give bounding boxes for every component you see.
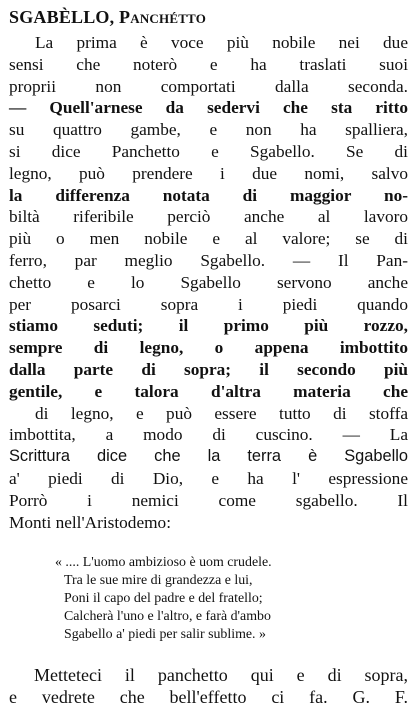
verse-line: « .... L'uomo ambizioso è uom crudele. bbox=[55, 555, 272, 571]
body-line: ferro, par meglio Sgabello. — Il Pan- bbox=[9, 250, 408, 270]
body-line: Scrittura dice che la terra è Sgabello bbox=[9, 447, 408, 466]
body-line: proprii non comportati dalla seconda. bbox=[9, 76, 408, 96]
closing-line: Metteteci il panchetto qui e di sopra, bbox=[34, 665, 408, 686]
closing-couplet bbox=[9, 665, 408, 709]
entry-headword: SGABÈLLO, bbox=[9, 7, 115, 27]
quoted-verse bbox=[9, 554, 408, 643]
verse-line: Sgabello a' piedi per salir sublime. » bbox=[64, 626, 266, 642]
body-line: sempre di legno, o appena imbottito bbox=[9, 338, 408, 358]
body-line: — Quell'arnese da sedervi che sta ritto bbox=[9, 98, 408, 118]
body-line: su quattro gambe, e non ha spalliera, bbox=[9, 120, 408, 140]
body-line: di legno, e può essere tutto di stoffa bbox=[35, 403, 408, 423]
body-line: gentile, e talora d'altra materia che bbox=[9, 381, 408, 401]
body-line: si dice Panchetto e Sgabello. Se di bbox=[9, 141, 408, 161]
body-line: sensi che noterò e ha traslati suoi bbox=[9, 54, 408, 74]
verse-line: Tra le sue mire di grandezza e lui, bbox=[64, 573, 253, 589]
body-line: a' piedi di Dio, e ha l' espressione bbox=[9, 468, 408, 488]
body-line: imbottita, a modo di cuscino. — La bbox=[9, 425, 408, 445]
body-line: più o men nobile e al valore; se di bbox=[9, 229, 408, 249]
body-line: Monti nell'Aristodemo: bbox=[9, 512, 171, 532]
verse-line: Poni il capo del padre e del fratello; bbox=[64, 590, 263, 606]
body-line: Porrò i nemici come sgabello. Il bbox=[9, 490, 408, 510]
body-line: dalla parte di sopra; il secondo più bbox=[9, 359, 408, 379]
body-line: La prima è voce più nobile nei due bbox=[35, 33, 408, 52]
entry-heading bbox=[9, 6, 408, 28]
body-line: la differenza notata di maggior no- bbox=[9, 185, 408, 205]
body-line: biltà riferibile perciò anche al lavoro bbox=[9, 207, 408, 227]
entry-synonym: Panchétto bbox=[119, 7, 207, 27]
body-line: legno, può prendere i due nomi, salvo bbox=[9, 163, 408, 183]
body-line: chetto e lo Sgabello servono anche bbox=[9, 272, 408, 292]
body-line: stiamo seduti; il primo più rozzo, bbox=[9, 316, 408, 336]
verse-line: Calcherà l'uno e l'altro, e farà d'ambo bbox=[64, 608, 271, 624]
body-line: per posarci sopra i piedi quando bbox=[9, 294, 408, 314]
closing-line: e vedrete che bell'effetto ci fa. G. F. bbox=[9, 687, 408, 708]
entry-body bbox=[9, 32, 408, 533]
